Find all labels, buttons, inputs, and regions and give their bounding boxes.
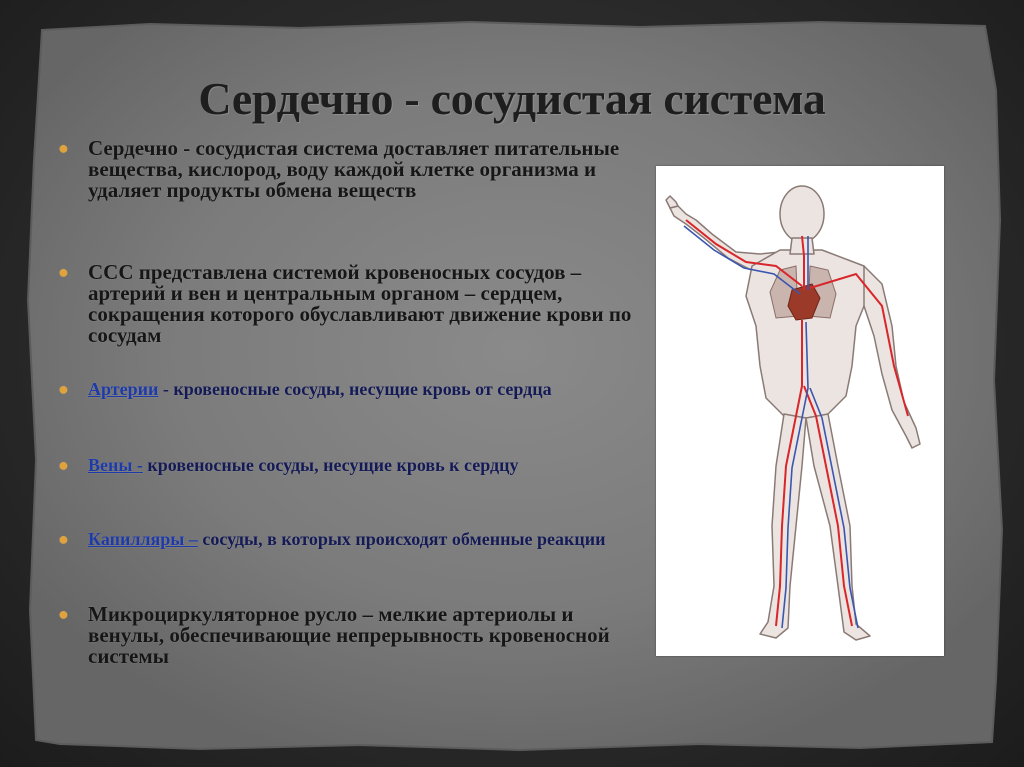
bullet-dot-icon: ● <box>58 379 69 399</box>
bullet-text: Сердечно - сосудистая система доставляет питательные вещества, кислород, воду каждой клетке организма и удаляет продукты обмена веществ <box>88 136 620 202</box>
term-arteries-link[interactable]: Артерии <box>88 379 159 399</box>
circulatory-figure <box>656 166 944 656</box>
bullet-item <box>58 262 643 346</box>
bullet-text: ССС представлена системой кровеносных сосудов – артерий и вен и центральным органом – сердцем, сокращения которого обуславливают движение крови по сосудам <box>88 260 632 347</box>
term-description: кровеносные сосуды, несущие кровь к сердцу <box>142 455 519 475</box>
bullet-dot-icon: ● <box>58 262 69 282</box>
bullet-item <box>58 530 606 548</box>
bullet-item <box>58 456 519 474</box>
term-description: - кровеносные сосуды, несущие кровь от сердца <box>158 379 552 399</box>
term-veins-link[interactable]: Вены - <box>88 455 143 475</box>
bullet-dot-icon: ● <box>58 529 69 549</box>
bullet-dot-icon: ● <box>58 455 69 475</box>
bullet-item <box>58 604 643 667</box>
bullet-text: Микроциркуляторное русло – мелкие артериолы и венулы, обеспечивающие непрерывность кровеносной системы <box>88 602 610 668</box>
slide-title: Сердечно - сосудистая система <box>198 73 826 124</box>
human-circulatory-system-illustration-icon <box>656 166 944 656</box>
bullet-item <box>58 380 552 398</box>
bullet-dot-icon: ● <box>58 604 69 624</box>
bullet-dot-icon: ● <box>58 138 69 158</box>
term-description: сосуды, в которых происходят обменные реакции <box>197 529 606 549</box>
bullet-item <box>58 138 643 201</box>
term-capillaries-link[interactable]: Капилляры – <box>88 529 198 549</box>
